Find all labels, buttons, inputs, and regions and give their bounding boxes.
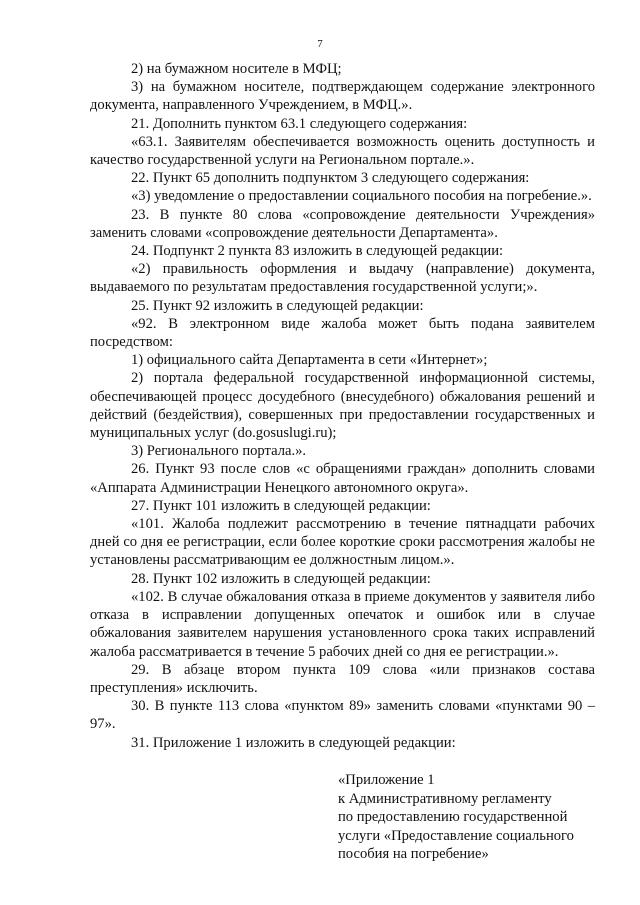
paragraph: «92. В электронном виде жалоба может быть подана заявителем посредством: (90, 315, 595, 351)
paragraph: «63.1. Заявителям обеспечивается возможность оценить доступность и качество государственной услуги на Региональном портале.». (90, 133, 595, 169)
paragraph: 30. В пункте 113 слова «пунктом 89» заменить словами «пунктами 90 – 97». (90, 698, 595, 733)
paragraph: 3) на бумажном носителе, подтверждающем содержание электронного документа, направленного Учреждением, в МФЦ.». (90, 79, 595, 114)
paragraph: 25. Пункт 92 изложить в следующей редакции: (131, 297, 424, 314)
paragraph: «102. В случае обжалования отказа в приеме документов у заявителя либо отказа в исправлении допущенных опечаток и ошибок или в случае обжалования заявителем нарушения установленного срока таких исправлений жалоба рассматривается в течение 5 рабочих дней со дня ее регистрации.». (90, 588, 595, 660)
annex-line: услуги «Предоставление социального (338, 827, 574, 844)
annex-line: пособия на погребение» (338, 846, 489, 863)
paragraph: 22. Пункт 65 дополнить подпунктом 3 следующего содержания: (131, 170, 530, 187)
paragraph: 27. Пункт 101 изложить в следующей редакции: (131, 497, 431, 514)
paragraph: 21. Дополнить пунктом 63.1 следующего содержания: (131, 115, 468, 132)
document-body (90, 60, 595, 752)
paragraph: «3) уведомление о предоставлении социального пособия на погребение.». (131, 188, 592, 205)
annex-line: «Приложение 1 (338, 772, 435, 788)
paragraph: 28. Пункт 102 изложить в следующей редакции: (131, 570, 431, 587)
paragraph: 3) Регионального портала.». (131, 443, 307, 460)
paragraph: 31. Приложение 1 изложить в следующей редакции: (131, 734, 456, 751)
paragraph: 23. В пункте 80 слова «сопровождение деятельности Учреждения» заменить словами «сопровождение деятельности Департамента». (90, 206, 595, 241)
annex-line: по предоставлению государственной (338, 809, 568, 826)
annex-header (338, 771, 608, 864)
paragraph: 2) портала федеральной государственной информационной системы, обеспечивающей процесс досудебного (внесудебного) обжалования решений и действий (бездействия), совершенных при предоставлении государственных и муниципальных услуг (do.gosuslugi.ru); (90, 370, 595, 442)
paragraph: 24. Подпункт 2 пункта 83 изложить в следующей редакции: (131, 243, 504, 260)
annex-line: к Административному регламенту (338, 790, 552, 807)
paragraph: 1) официального сайта Департамента в сети «Интернет»; (131, 352, 488, 369)
paragraph: 2) на бумажном носителе в МФЦ; (131, 61, 342, 77)
paragraph: «101. Жалоба подлежит рассмотрению в течение пятнадцати рабочих дней со дня ее регистрации, если более короткие сроки рассмотрения жалобы не установлены рассматривающим ее должностным лицом.». (90, 516, 595, 569)
paragraph: 26. Пункт 93 после слов «с обращениями граждан» дополнить словами «Аппарата Администрации Ненецкого автономного округа». (90, 461, 595, 496)
page-number: 7 (317, 38, 323, 50)
paragraph: 29. В абзаце втором пункта 109 слова «или признаков состава преступления» исключить. (90, 661, 595, 696)
paragraph: «2) правильность оформления и выдачу (направление) документа, выдаваемого по результатам предоставления государственной услуги;». (90, 261, 595, 296)
